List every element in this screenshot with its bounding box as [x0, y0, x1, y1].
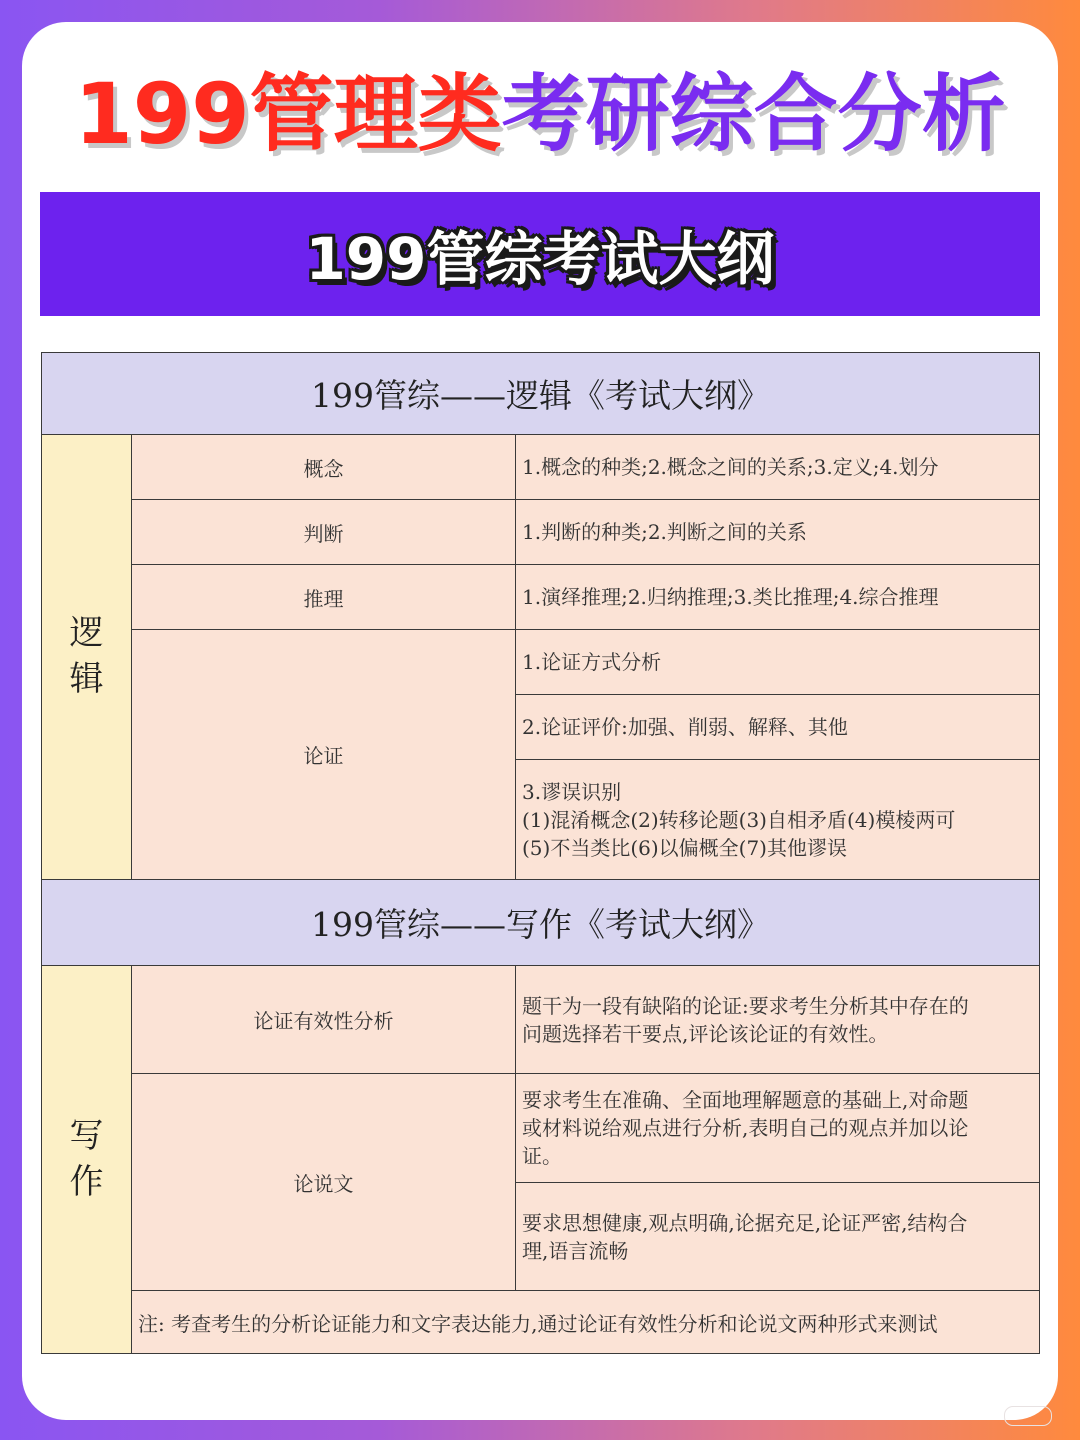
logic-category: [42, 435, 132, 880]
writing-header-row: [42, 880, 1040, 966]
detail-line: 3.谬误识别: [522, 779, 622, 804]
title-part-red: 199管理类: [74, 64, 502, 163]
detail-line: 或材料说给观点进行分析,表明自己的观点并加以论: [522, 1116, 969, 1140]
logic-header-row: [42, 353, 1040, 435]
category-char: 逻: [69, 613, 104, 654]
banner-title: 199管综考试大纲: [305, 225, 775, 293]
page-title: [30, 52, 1050, 162]
category-char: 辑: [69, 659, 104, 699]
detail-line: 理,语言流畅: [522, 1238, 629, 1263]
detail-line: (1)混淆概念(2)转移论题(3)自相矛盾(4)模棱两可: [522, 807, 956, 832]
topic-cell: 概念: [132, 435, 516, 500]
logic-header: 199管综——逻辑《考试大纲》: [42, 353, 1040, 435]
topic-cell: 判断: [132, 500, 516, 565]
section-banner: [40, 192, 1040, 316]
topic-cell: 论说文: [132, 1074, 516, 1291]
writing-header: 199管综——写作《考试大纲》: [42, 880, 1040, 966]
detail-cell: [516, 1074, 1040, 1183]
detail-line: 证。: [522, 1144, 562, 1168]
detail-cell: 1.论证方式分析: [516, 630, 1040, 695]
detail-cell: [516, 760, 1040, 880]
topic-cell: 论证有效性分析: [132, 966, 516, 1074]
table-row: [42, 966, 1040, 1074]
detail-cell: 1.概念的种类;2.概念之间的关系;3.定义;4.划分: [516, 435, 1040, 500]
category-char: 作: [69, 1161, 104, 1202]
writing-category: [42, 966, 132, 1354]
table-row: [42, 630, 1040, 695]
table-row: [42, 500, 1040, 565]
topic-cell: 论证: [132, 630, 516, 880]
title-part-purple: 考研综合分析: [501, 64, 1006, 163]
note-row: [42, 1291, 1040, 1354]
topic-cell: 推理: [132, 565, 516, 630]
table-row: [42, 435, 1040, 500]
detail-line: 题干为一段有缺陷的论证:要求考生分析其中存在的: [522, 993, 969, 1018]
table-row: [42, 1074, 1040, 1183]
table-row: [42, 565, 1040, 630]
note-cell: 注: 考查考生的分析论证能力和文字表达能力,通过论证有效性分析和论说文两种形式来测试: [132, 1291, 1040, 1354]
detail-line: 问题选择若干要点,评论该论证的有效性。: [522, 1021, 889, 1046]
syllabus-table: [41, 352, 1040, 1354]
category-char: 写: [69, 1115, 104, 1156]
detail-cell: [516, 966, 1040, 1074]
detail-line: 要求考生在准确、全面地理解题意的基础上,对命题: [522, 1088, 969, 1112]
detail-line: (5)不当类比(6)以偏概全(7)其他谬误: [522, 835, 847, 860]
watermark-badge: [1004, 1406, 1052, 1426]
detail-line: 要求思想健康,观点明确,论据充足,论证严密,结构合: [522, 1210, 968, 1235]
detail-cell: 1.判断的种类;2.判断之间的关系: [516, 500, 1040, 565]
detail-cell: 1.演绎推理;2.归纳推理;3.类比推理;4.综合推理: [516, 565, 1040, 630]
detail-cell: [516, 1183, 1040, 1291]
detail-cell: 2.论证评价:加强、削弱、解释、其他: [516, 695, 1040, 760]
